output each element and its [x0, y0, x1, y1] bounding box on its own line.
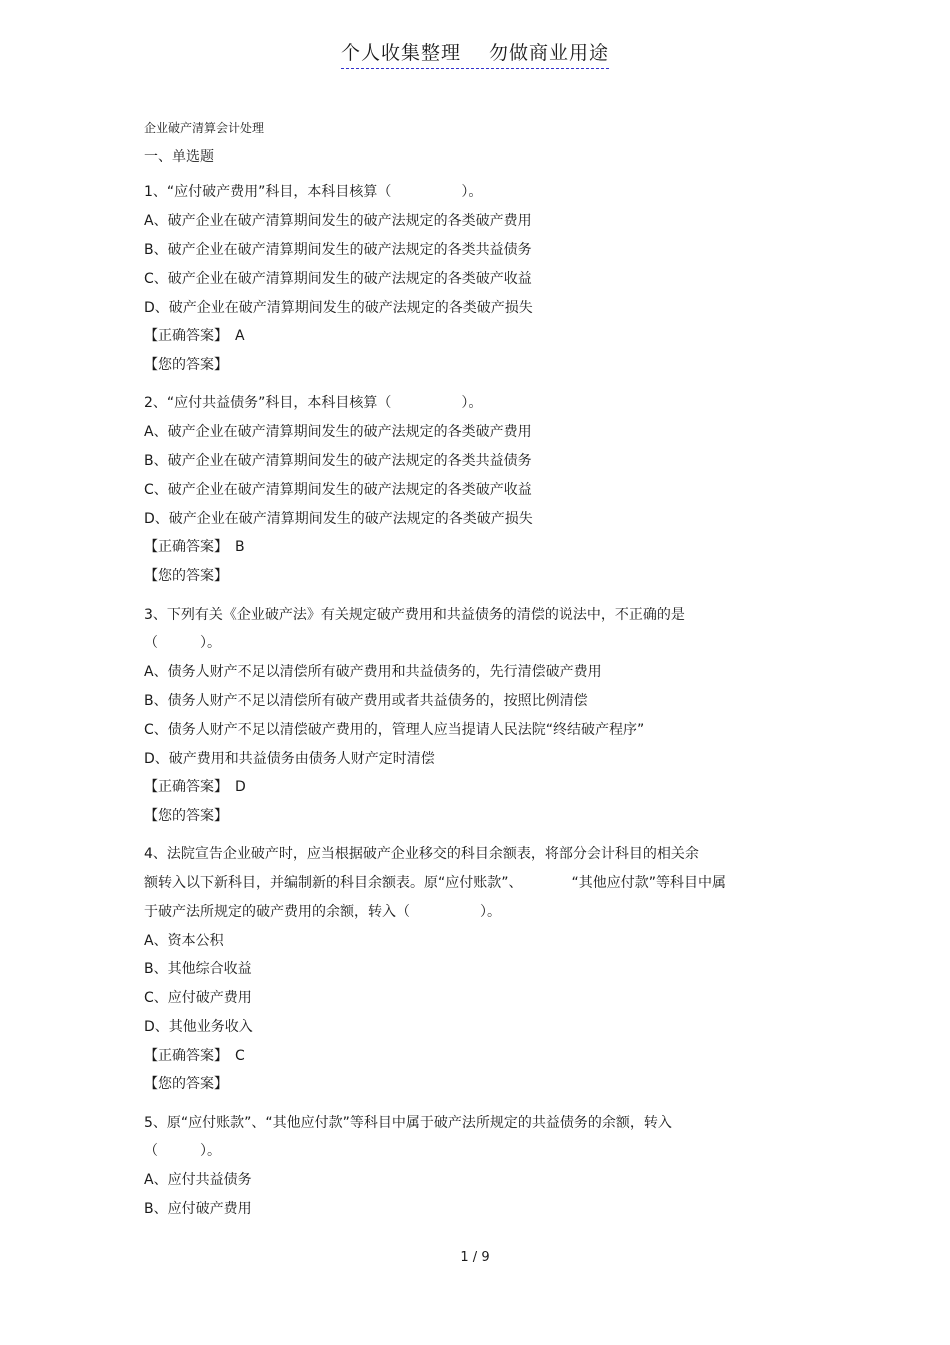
- question-1-stem: 1、“应付破产费用”科目，本科目核算（ ）。: [144, 184, 483, 200]
- question-4-option-a: A、资本公积: [144, 933, 224, 949]
- question-4-correct-answer: 【正确答案】 C: [144, 1048, 245, 1064]
- question-2-option-c: C、破产企业在破产清算期间发生的破产法规定的各类破产收益: [144, 482, 532, 498]
- question-5-stem-line-2: （ ）。: [144, 1143, 221, 1159]
- question-1-option-a: A、破产企业在破产清算期间发生的破产法规定的各类破产费用: [144, 213, 532, 229]
- question-2-your-answer: 【您的答案】: [144, 568, 228, 584]
- question-2-stem: 2、“应付共益债务”科目，本科目核算（ ）。: [144, 395, 483, 411]
- question-3-option-a: A、债务人财产不足以清偿所有破产费用和共益债务的，先行清偿破产费用: [144, 664, 602, 680]
- question-2-option-d: D、破产企业在破产清算期间发生的破产法规定的各类破产损失: [144, 511, 533, 527]
- section-heading: 一、单选题: [144, 149, 214, 165]
- question-5-stem-line-1: 5、原“应付账款”、“其他应付款”等科目中属于破产法所规定的共益债务的余额，转入: [144, 1115, 672, 1131]
- question-4-your-answer: 【您的答案】: [144, 1076, 228, 1092]
- question-3-correct-answer: 【正确答案】 D: [144, 779, 246, 795]
- header-watermark: [341, 38, 609, 69]
- question-3-option-c: C、债务人财产不足以清偿破产费用的，管理人应当提请人民法院“终结破产程序”: [144, 722, 645, 738]
- header-right-text: 勿做商业用途: [489, 42, 610, 64]
- question-2-option-a: A、破产企业在破产清算期间发生的破产法规定的各类破产费用: [144, 424, 532, 440]
- question-3-your-answer: 【您的答案】: [144, 808, 228, 824]
- question-5-option-a: A、应付共益债务: [144, 1172, 252, 1188]
- question-4-option-c: C、应付破产费用: [144, 990, 252, 1006]
- question-1-your-answer: 【您的答案】: [144, 357, 228, 373]
- question-3-stem-line-2: （ ）。: [144, 635, 221, 651]
- question-4-stem-line-2: 额转入以下新科目，并编制新的科目余额表。原“应付账款”、 “其他应付款”等科目中属: [144, 875, 727, 891]
- question-4-stem-line-1: 4、法院宣告企业破产时，应当根据破产企业移交的科目余额表，将部分会计科目的相关余: [144, 846, 699, 862]
- question-1-option-d: D、破产企业在破产清算期间发生的破产法规定的各类破产损失: [144, 300, 533, 316]
- document-title: 企业破产清算会计处理: [144, 121, 265, 135]
- question-4-stem-line-3: 于破产法所规定的破产费用的余额，转入（ ）。: [144, 904, 501, 920]
- question-3-option-b: B、债务人财产不足以清偿所有破产费用或者共益债务的，按照比例清偿: [144, 693, 588, 709]
- question-1-option-c: C、破产企业在破产清算期间发生的破产法规定的各类破产收益: [144, 271, 532, 287]
- page-header: [0, 38, 950, 69]
- question-1-correct-answer: 【正确答案】 A: [144, 328, 245, 344]
- question-3-stem-line-1: 3、下列有关《企业破产法》有关规定破产费用和共益债务的清偿的说法中，不正确的是: [144, 607, 685, 623]
- question-1-option-b: B、破产企业在破产清算期间发生的破产法规定的各类共益债务: [144, 242, 532, 258]
- header-left-text: 个人收集整理: [340, 42, 461, 64]
- question-3-option-d: D、破产费用和共益债务由债务人财产定时清偿: [144, 751, 435, 767]
- question-4-option-d: D、其他业务收入: [144, 1019, 253, 1035]
- question-2-option-b: B、破产企业在破产清算期间发生的破产法规定的各类共益债务: [144, 453, 532, 469]
- question-5-option-b: B、应付破产费用: [144, 1201, 252, 1217]
- question-4-option-b: B、其他综合收益: [144, 961, 252, 977]
- question-2-correct-answer: 【正确答案】 B: [144, 539, 245, 555]
- page-number: 1 / 9: [460, 1250, 490, 1265]
